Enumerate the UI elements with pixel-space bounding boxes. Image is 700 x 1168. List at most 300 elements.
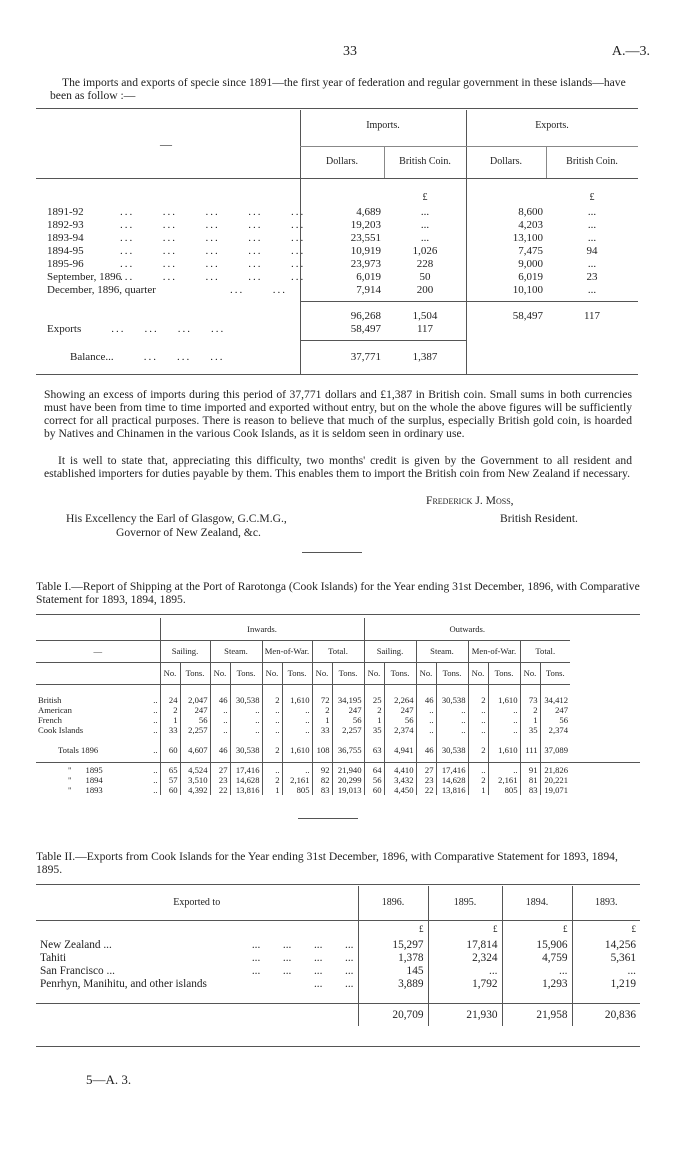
- table1-cell: 37,089: [540, 745, 570, 755]
- table1-cell: 2: [520, 705, 540, 715]
- table1-cell: ..: [436, 705, 468, 715]
- specie-table-bottom-rule: [36, 374, 638, 375]
- table1-row: [36, 705, 570, 715]
- table1-cell: 34,412: [540, 695, 570, 705]
- table1-cell: ..: [230, 725, 262, 735]
- tons-header: Tons.: [436, 662, 468, 684]
- table1-cell: 1,610: [282, 695, 312, 705]
- table1-cell: 13,816: [230, 785, 262, 795]
- table2-row: [36, 951, 640, 964]
- table1-cell: 4,392: [180, 785, 210, 795]
- group-heading: Total.: [312, 640, 364, 662]
- table1-cell: 60: [160, 745, 180, 755]
- table2-cell: 5,361: [572, 951, 640, 964]
- table1-stub-dash: —: [93, 646, 103, 656]
- table2-cell: 15,297: [358, 938, 428, 951]
- year-header: 1896.: [358, 886, 428, 920]
- leader-dots: ..: [153, 784, 158, 795]
- table1-cell: 1,610: [488, 745, 520, 755]
- table1-cell: 30,538: [436, 745, 468, 755]
- tons-header: Tons.: [180, 662, 210, 684]
- table1-cell: 46: [416, 745, 436, 755]
- table1-cell: 64: [364, 765, 384, 775]
- cell-imp-d: 19,203: [350, 218, 381, 231]
- table1-cell: 111: [520, 745, 540, 755]
- table1-cell: 82: [312, 775, 332, 785]
- cell-imp-b: 228: [416, 257, 434, 270]
- row-label: December, 1896, quarter: [47, 283, 156, 296]
- table1-cell: 3,432: [384, 775, 416, 785]
- table2-cell: 1,792: [428, 977, 502, 990]
- no-header: No.: [468, 662, 488, 684]
- row-label: New Zealand ...: [40, 938, 112, 951]
- specie-row: [44, 205, 638, 218]
- cell-exp-d: 10,100: [512, 283, 543, 296]
- table1-cell: 91: [520, 765, 540, 775]
- table1-cell: 92: [312, 765, 332, 775]
- table1-cell: ..: [416, 715, 436, 725]
- row-label: San Francisco ...: [40, 964, 115, 977]
- table1-cell: 33: [160, 725, 180, 735]
- table1-cell: 20,299: [332, 775, 364, 785]
- table1-cell: 21,940: [332, 765, 364, 775]
- table1-cell: 24: [160, 695, 180, 705]
- pound-sign: £: [428, 920, 502, 938]
- table1-top-rule: [36, 614, 640, 615]
- specie-totals-table: [44, 309, 638, 335]
- table1-cell: 23: [210, 775, 230, 785]
- table1-cell: 23: [416, 775, 436, 785]
- tons-header: Tons.: [384, 662, 416, 684]
- specie-stub-dash: —: [160, 137, 172, 151]
- ditto-mark: ": [68, 784, 72, 795]
- table2-row: [36, 938, 640, 951]
- table1-cell: ..: [468, 725, 488, 735]
- table1-cell: 805: [282, 785, 312, 795]
- tons-header: Tons.: [540, 662, 570, 684]
- total-value: 21,930: [428, 1004, 502, 1026]
- cell-exp-d: 8,600: [518, 205, 543, 218]
- table1-cell: 247: [180, 705, 210, 715]
- group-heading: Men-of-War.: [262, 640, 312, 662]
- table1-cell: 13,816: [436, 785, 468, 795]
- table1-cell: 57: [160, 775, 180, 785]
- exports-heading: Exports.: [535, 120, 569, 131]
- table1-cell: 2,374: [384, 725, 416, 735]
- table2-cell: ...: [502, 964, 572, 977]
- cell-imp-b: ...: [420, 218, 430, 231]
- cell-imp-b: ...: [420, 231, 430, 244]
- table1-cell: 72: [312, 695, 332, 705]
- leader-dots: ... ... ... ... ...: [120, 270, 306, 283]
- table1-cell: 56: [540, 715, 570, 725]
- leader-dots: ..: [153, 724, 158, 735]
- cell-exp-d: 7,475: [518, 244, 543, 257]
- table1-cell: ..: [210, 705, 230, 715]
- cell-exp-d: 4,203: [518, 218, 543, 231]
- table1-cell: 2,161: [488, 775, 520, 785]
- table1-cell: ..: [488, 705, 520, 715]
- leader-dots: ..: [153, 744, 158, 755]
- table1-cell: 2: [312, 705, 332, 715]
- cell-imp-d: 6,019: [356, 270, 381, 283]
- tons-header: Tons.: [282, 662, 312, 684]
- ditto-mark: ": [68, 774, 72, 785]
- table1-cell: ..: [230, 715, 262, 725]
- leader-dots: ... ... ... ...: [251, 951, 354, 964]
- leader-dots: ..: [153, 694, 158, 705]
- cell-imp-d: 4,689: [356, 205, 381, 218]
- table1-cell: 22: [416, 785, 436, 795]
- imports-british-total: 1,504: [412, 309, 438, 322]
- table1-row: [36, 725, 570, 735]
- table1-cell: 4,941: [384, 745, 416, 755]
- table2-cell: ...: [428, 964, 502, 977]
- specie-table-top-rule: [36, 108, 638, 109]
- footer-reference: 5—A. 3.: [86, 1072, 132, 1087]
- table2-row: [36, 977, 640, 990]
- row-label: 1891-92: [47, 205, 84, 218]
- page-number: 33: [343, 44, 357, 59]
- cell-imp-d: 7,914: [356, 283, 381, 296]
- row-label: Cook Islands: [38, 724, 84, 735]
- table2-title: Table II.—Exports from Cook Islands for the Year ending 31st December, 1896, with Comparative Statement for 1893, 1894, 1895.: [36, 850, 618, 876]
- table1-cell: 14,628: [436, 775, 468, 785]
- table1-cell: ..: [262, 725, 282, 735]
- exported-to-header: Exported to: [173, 897, 221, 909]
- table2-cell: 14,256: [572, 938, 640, 951]
- cell-exp-b: 23: [586, 270, 598, 283]
- table1-cell: ..: [282, 765, 312, 775]
- table1-cell: ..: [262, 765, 282, 775]
- table1-row: [36, 765, 570, 775]
- cell-exp-d: 9,000: [518, 257, 543, 270]
- table1-cell: ..: [282, 705, 312, 715]
- table1-cell: 14,628: [230, 775, 262, 785]
- year-header: 1893.: [572, 886, 640, 920]
- no-header: No.: [210, 662, 230, 684]
- specie-row: [44, 231, 638, 244]
- table1-cell: 2: [262, 745, 282, 755]
- table1-cell: ..: [282, 715, 312, 725]
- table1-cell: 56: [364, 775, 384, 785]
- pound-sign: £: [358, 920, 428, 938]
- table1-cell: 30,538: [230, 695, 262, 705]
- table1-cell: 1,610: [488, 695, 520, 705]
- table1-cell: 1: [312, 715, 332, 725]
- table2-cell: 17,814: [428, 938, 502, 951]
- table1-cell: 2,264: [384, 695, 416, 705]
- table1-cell: ..: [210, 715, 230, 725]
- leader-dots: ... ... ...: [143, 350, 225, 363]
- table1-cell: 73: [520, 695, 540, 705]
- table1-cell: 83: [312, 785, 332, 795]
- row-label: 1894: [85, 774, 103, 785]
- row-label: Penrhyn, Manihitu, and other islands: [40, 977, 207, 990]
- table1-cell: 27: [416, 765, 436, 775]
- group-heading: Sailing.: [364, 640, 416, 662]
- address-line-2: Governor of New Zealand, &c.: [116, 526, 261, 539]
- specie-row: [44, 270, 638, 283]
- row-label: 1893: [85, 784, 103, 795]
- table1-cell: 1,610: [282, 745, 312, 755]
- no-header: No.: [160, 662, 180, 684]
- specie-balance-row: [44, 350, 466, 363]
- exports-pound-sign: £: [589, 192, 595, 203]
- table1-cell: 33: [312, 725, 332, 735]
- table1-cell: 65: [160, 765, 180, 775]
- table2-cell: 1,219: [572, 977, 640, 990]
- table1-cell: ..: [262, 705, 282, 715]
- table1-cell: 21,826: [540, 765, 570, 775]
- imports-dollars-header: Dollars.: [326, 156, 358, 167]
- table2-cell: 145: [358, 964, 428, 977]
- exports-dollars-total: 58,497: [512, 309, 543, 322]
- table1-cell: 25: [364, 695, 384, 705]
- table1-row: [36, 775, 570, 785]
- row-label: 1893-94: [47, 231, 84, 244]
- exports-row-label: Exports: [47, 322, 82, 335]
- table2-cell: 2,324: [428, 951, 502, 964]
- cell-imp-d: 10,919: [350, 244, 381, 257]
- leader-dots: ... ... ... ... ...: [120, 244, 306, 257]
- table1-cell: 247: [540, 705, 570, 715]
- specie-totals-rule: [300, 301, 638, 302]
- no-header: No.: [262, 662, 282, 684]
- table1-cell: 35: [364, 725, 384, 735]
- row-label: British: [38, 694, 62, 705]
- cell-imp-b: 200: [416, 283, 434, 296]
- signature-title: British Resident.: [500, 512, 578, 525]
- table1-cell: 83: [520, 785, 540, 795]
- cell-imp-b: 1,026: [412, 244, 438, 257]
- leader-dots: ... ... ... ...: [111, 322, 226, 335]
- table1-cell: 4,410: [384, 765, 416, 775]
- table1-cell: 4,450: [384, 785, 416, 795]
- table1-cell: 35: [520, 725, 540, 735]
- year-header: 1895.: [428, 886, 502, 920]
- group-heading: Men-of-War.: [468, 640, 520, 662]
- total-value: 21,958: [502, 1004, 572, 1026]
- table1-cell: ..: [436, 725, 468, 735]
- table1-cell: ..: [416, 725, 436, 735]
- table1-cell: ..: [210, 725, 230, 735]
- leader-dots: ... ...: [313, 977, 354, 990]
- specie-exports-row: [44, 322, 638, 335]
- table1-bottom-rule: [36, 762, 640, 763]
- table1-cell: 81: [520, 775, 540, 785]
- section-divider: [298, 818, 358, 819]
- table1-cell: 108: [312, 745, 332, 755]
- leader-dots: ... ... ... ... ...: [120, 205, 306, 218]
- specie-table: [44, 205, 638, 296]
- table1-cell: 2,257: [332, 725, 364, 735]
- table1-cell: 247: [332, 705, 364, 715]
- row-label: September, 1896: [47, 270, 122, 283]
- row-label: American: [38, 704, 72, 715]
- table2-cell: 1,293: [502, 977, 572, 990]
- table2-row: [36, 964, 640, 977]
- no-header: No.: [364, 662, 384, 684]
- table1-cell: ..: [262, 715, 282, 725]
- group-heading: Steam.: [210, 640, 262, 662]
- table1-cell: ..: [488, 765, 520, 775]
- leader-dots: ..: [153, 764, 158, 775]
- total-value: 20,836: [572, 1004, 640, 1026]
- leader-dots: ... ... ... ...: [251, 964, 354, 977]
- table1-cell: 2,257: [180, 725, 210, 735]
- table1-cell: 63: [364, 745, 384, 755]
- imports-pound-sign: £: [422, 192, 428, 203]
- leader-dots: ... ... ... ... ...: [120, 231, 306, 244]
- table1-cell: 2: [262, 695, 282, 705]
- table2-cell: 3,889: [358, 977, 428, 990]
- cell-exp-b: ...: [587, 257, 597, 270]
- table2-cell: 4,759: [502, 951, 572, 964]
- table1-cell: ..: [488, 725, 520, 735]
- table1-cell: 20,221: [540, 775, 570, 785]
- row-label: 1895-96: [47, 257, 84, 270]
- cell-exp-d: 6,019: [518, 270, 543, 283]
- table1-cell: 2: [262, 775, 282, 785]
- table2-cell: 15,906: [502, 938, 572, 951]
- table1-cell: 17,416: [230, 765, 262, 775]
- table1-row: [36, 745, 570, 755]
- inwards-heading: Inwards.: [160, 618, 364, 640]
- table1-cell: 46: [210, 745, 230, 755]
- table1-cell: 56: [180, 715, 210, 725]
- table1-cell: 2: [160, 705, 180, 715]
- table1-cell: ..: [230, 705, 262, 715]
- balance-label: Balance...: [70, 350, 114, 363]
- table1-cell: 22: [210, 785, 230, 795]
- balance-dollars: 37,771: [350, 350, 381, 363]
- specie-table-subhead-rule: [300, 146, 638, 147]
- imports-british-coin-header: British Coin.: [399, 156, 451, 167]
- pound-sign: £: [572, 920, 640, 938]
- cell-exp-b: 94: [586, 244, 598, 257]
- signature-name: Frederick J. Moss,: [426, 494, 514, 507]
- document-reference: A.—3.: [611, 44, 650, 59]
- table1-cell: 56: [384, 715, 416, 725]
- leader-dots: ..: [153, 714, 158, 725]
- exports-row-dollars: 58,497: [350, 322, 381, 335]
- leader-dots: ... ... ... ... ...: [120, 257, 306, 270]
- exports-row-british: 117: [416, 322, 434, 335]
- table1-cell: 46: [416, 695, 436, 705]
- year-header: 1894.: [502, 886, 572, 920]
- tons-header: Tons.: [488, 662, 520, 684]
- table2-bottom-rule: [36, 1046, 640, 1047]
- outwards-heading: Outwards.: [364, 618, 570, 640]
- table1-title: Table I.—Report of Shipping at the Port of Rarotonga (Cook Islands) for the Year ending 31st December, 1896, with Comparative Statement for 1893, 1894, 1895.: [36, 580, 640, 606]
- cell-imp-d: 23,551: [350, 231, 381, 244]
- specie-row: [44, 244, 638, 257]
- table1-cell: 60: [160, 785, 180, 795]
- group-heading: Total.: [520, 640, 570, 662]
- leader-dots: ... ... ... ...: [251, 938, 354, 951]
- cell-exp-b: ...: [587, 231, 597, 244]
- table1-cell: 56: [332, 715, 364, 725]
- tons-header: Tons.: [230, 662, 262, 684]
- table1-cell: 1: [468, 785, 488, 795]
- row-label: 1892-93: [47, 218, 84, 231]
- table1-cell: 30,538: [230, 745, 262, 755]
- total-value: 20,709: [358, 1004, 428, 1026]
- table1-row: [36, 715, 570, 725]
- table1-cell: 4,607: [180, 745, 210, 755]
- table1-cell: 19,071: [540, 785, 570, 795]
- balance-british: 1,387: [412, 350, 438, 363]
- cell-exp-b: ...: [587, 218, 597, 231]
- table1-cell: 46: [210, 695, 230, 705]
- exports-british-total: 117: [583, 309, 601, 322]
- table2-cell: 1,378: [358, 951, 428, 964]
- pound-sign: £: [502, 920, 572, 938]
- table1-cell: ..: [488, 715, 520, 725]
- balance-rule: [300, 340, 466, 341]
- row-label: 1895: [85, 764, 103, 775]
- table1-cell: ..: [416, 705, 436, 715]
- table2: [36, 886, 640, 1026]
- specie-row: [44, 218, 638, 231]
- table2-totals-row: [36, 1004, 640, 1026]
- row-label: French: [38, 714, 62, 725]
- table1-cell: 247: [384, 705, 416, 715]
- table1-cell: ..: [436, 715, 468, 725]
- table1-cell: ..: [282, 725, 312, 735]
- cell-imp-b: 50: [419, 270, 431, 283]
- specie-row: [44, 257, 638, 270]
- cell-exp-b: ...: [587, 283, 597, 296]
- table1-cell: 2: [364, 705, 384, 715]
- intro-paragraph: The imports and exports of specie since 1891—the first year of federation and regular government in these islands—have been as follow :—: [50, 76, 626, 102]
- group-heading: Steam.: [416, 640, 468, 662]
- imports-heading: Imports.: [366, 120, 400, 131]
- exports-british-coin-header: British Coin.: [566, 156, 618, 167]
- leader-dots: ..: [153, 704, 158, 715]
- table1-cell: 805: [488, 785, 520, 795]
- table1-cell: ..: [468, 705, 488, 715]
- row-label: Totals 1896: [58, 744, 99, 755]
- table1-cell: 1: [364, 715, 384, 725]
- table1-cell: 4,524: [180, 765, 210, 775]
- table1-cell: 2: [468, 695, 488, 705]
- section-divider: [302, 552, 362, 553]
- cell-imp-d: 23,973: [350, 257, 381, 270]
- group-heading: Sailing.: [160, 640, 210, 662]
- table1-cell: 2: [468, 775, 488, 785]
- table1-cell: 17,416: [436, 765, 468, 775]
- no-header: No.: [520, 662, 540, 684]
- no-header: No.: [312, 662, 332, 684]
- table1-cell: ..: [468, 765, 488, 775]
- leader-dots: ..: [153, 774, 158, 785]
- row-label: 1894-95: [47, 244, 84, 257]
- no-header: No.: [416, 662, 436, 684]
- imports-dollars-total: 96,268: [350, 309, 381, 322]
- cell-exp-b: ...: [587, 205, 597, 218]
- table1-cell: 2,161: [282, 775, 312, 785]
- table1-cell: 2: [468, 745, 488, 755]
- summary-paragraph: Showing an excess of imports during this period of 37,771 dollars and £1,387 in British coin. Small sums in both currencies must have been from time to time imported and exported without entry, but on the whole the above figures will be sufficiently correct for all practical purposes. There is reason to believe that much of the surplus, especially British gold coin, is hoarded by Natives and Chinamen in the various Cook Islands, as it is seldom seen in ordinary use.: [44, 388, 632, 440]
- table1-cell: 34,195: [332, 695, 364, 705]
- table1-cell: 3,510: [180, 775, 210, 785]
- table1-cell: ..: [468, 715, 488, 725]
- table1-cell: 1: [520, 715, 540, 725]
- table2-top-rule: [36, 884, 640, 885]
- specie-balance-table: [44, 350, 466, 363]
